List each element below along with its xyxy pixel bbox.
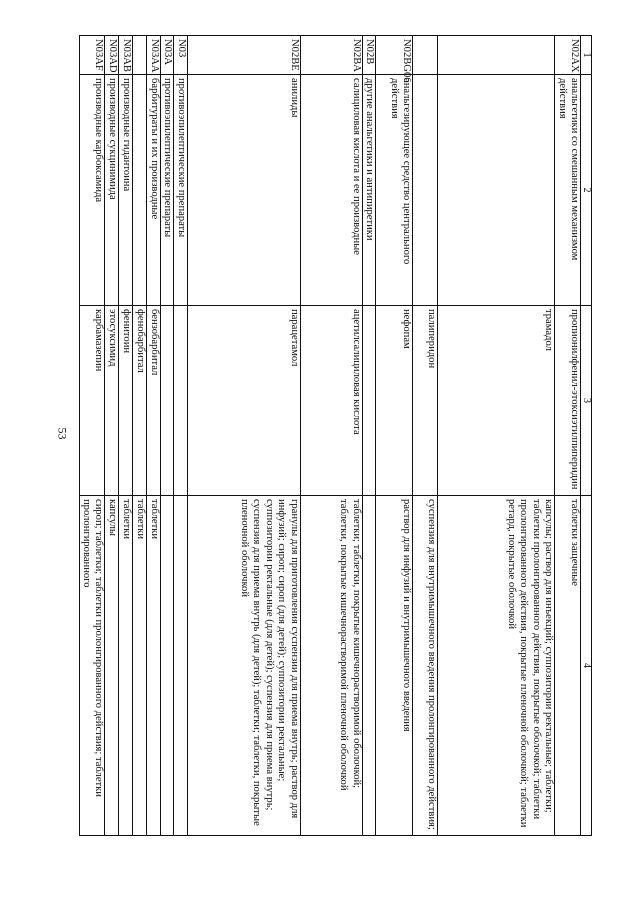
dosage-forms-cell: сироп; таблетки; таблетки пролонгированного действия; таблетки пролонгированного (79, 496, 105, 836)
group-name-cell: противоэпилептические препараты (160, 75, 173, 306)
atc-code-cell: N02BE (187, 36, 300, 75)
table-row (132, 36, 146, 836)
dosage-forms-cell: раствор для инфузий и внутримышечного введения (376, 496, 413, 836)
group-name-cell: производные гидантоина (119, 75, 132, 306)
table-row (362, 36, 375, 836)
group-name-cell: анилиды (187, 75, 300, 306)
table-row (146, 36, 160, 836)
column-number: 2 (581, 75, 592, 306)
group-name-cell: другие анальгетики и антипиретики (362, 75, 375, 306)
atc-code-cell: N02BG06 (376, 36, 413, 75)
group-name-cell: противоэпилептические препараты (174, 75, 187, 306)
atc-code-cell (438, 36, 555, 75)
table-row (438, 36, 555, 836)
table-row (187, 36, 300, 836)
drug-name-cell: нефопам (376, 306, 413, 496)
column-numbers-row (581, 36, 592, 836)
dosage-forms-cell: таблетки (132, 496, 146, 836)
table-row (413, 36, 438, 836)
group-name-cell (413, 75, 438, 306)
drug-name-cell: бензобарбитал (146, 306, 160, 496)
group-name-cell: производные карбоксамида (79, 75, 105, 306)
atc-code-cell: N03AD (105, 36, 119, 75)
atc-code-cell (132, 36, 146, 75)
atc-code-cell (413, 36, 438, 75)
column-number: 3 (581, 306, 592, 496)
dosage-forms-cell: капсулы (105, 496, 119, 836)
atc-code-cell: N03AA (146, 36, 160, 75)
atc-code-cell: N03AF (79, 36, 105, 75)
drug-name-cell (174, 306, 187, 496)
atc-code-cell: N02B (362, 36, 375, 75)
table-row (79, 36, 105, 836)
group-name-cell: анальгезирующее средство центрального действия (376, 75, 413, 306)
group-name-cell: анальгетики со смешанным механизмом действия (555, 75, 581, 306)
drug-name-cell: трамадол (438, 306, 555, 496)
drug-name-cell (362, 306, 375, 496)
group-name-cell (438, 75, 555, 306)
group-name-cell (132, 75, 146, 306)
drug-name-cell: палиперидон (413, 306, 438, 496)
drug-name-cell: ацетилсалициловая кислота (300, 306, 362, 496)
drug-name-cell: пропионилфенил-этоксиэтилпиперидин (555, 306, 581, 496)
table-row (300, 36, 362, 836)
dosage-forms-cell: суспензия для внутримышечного введения пролонгированного действия; (413, 496, 438, 836)
drug-name-cell: фенобарбитал (132, 306, 146, 496)
dosage-forms-cell: таблетки защечные (555, 496, 581, 836)
dosage-forms-cell: таблетки; таблетки, покрытые кишечнорастворимой оболочкой; таблетки, покрытые кишечнорастворимой пленочной оболочкой (300, 496, 362, 836)
table-row (376, 36, 413, 836)
table-row (555, 36, 581, 836)
drug-name-cell: этосуксимид (105, 306, 119, 496)
table-row (119, 36, 132, 836)
atc-code-cell: N02BA (300, 36, 362, 75)
atc-code-cell: N03 (174, 36, 187, 75)
atc-code-cell: N03A (160, 36, 173, 75)
drug-name-cell (160, 306, 173, 496)
rotated-table-container (80, 35, 592, 835)
dosage-forms-cell (160, 496, 173, 836)
drug-name-cell: карбамазепин (79, 306, 105, 496)
dosage-forms-cell: таблетки (119, 496, 132, 836)
dosage-forms-cell (174, 496, 187, 836)
drug-name-cell: парацетамол (187, 306, 300, 496)
drug-table (79, 35, 592, 836)
table-row (174, 36, 187, 836)
group-name-cell: производные сукцинимида (105, 75, 119, 306)
page-number: 53 (55, 427, 70, 440)
dosage-forms-cell: гранулы для приготовления суспензии для приема внутрь; раствор для инфузий; сироп; сироп (для детей); суппозитории ректальные; суппозитории ректальные (для детей); суспензия для приема внутрь; суспензия для приема внутрь (для детей); таблетки; таблетки, покрытые пленочной оболочкой (187, 496, 300, 836)
column-number: 4 (581, 496, 592, 836)
drug-name-cell: фенитоин (119, 306, 132, 496)
group-name-cell: барбитураты и их производные (146, 75, 160, 306)
group-name-cell: салициловая кислота и ее производные (300, 75, 362, 306)
atc-code-cell: N02AX (555, 36, 581, 75)
table-row (160, 36, 173, 836)
column-number: 1 (581, 36, 592, 75)
table-row (105, 36, 119, 836)
atc-code-cell: N03AB (119, 36, 132, 75)
dosage-forms-cell: капсулы; раствор для инъекций; суппозитории ректальные; таблетки; таблетки пролонгированного действия, покрытые оболочкой; таблетки пролонгированного действия, покрытые пленочной оболочкой; таблетки ретард, покрытые оболочкой (438, 496, 555, 836)
dosage-forms-cell: таблетки (146, 496, 160, 836)
dosage-forms-cell (362, 496, 375, 836)
drug-table-body (79, 36, 591, 836)
